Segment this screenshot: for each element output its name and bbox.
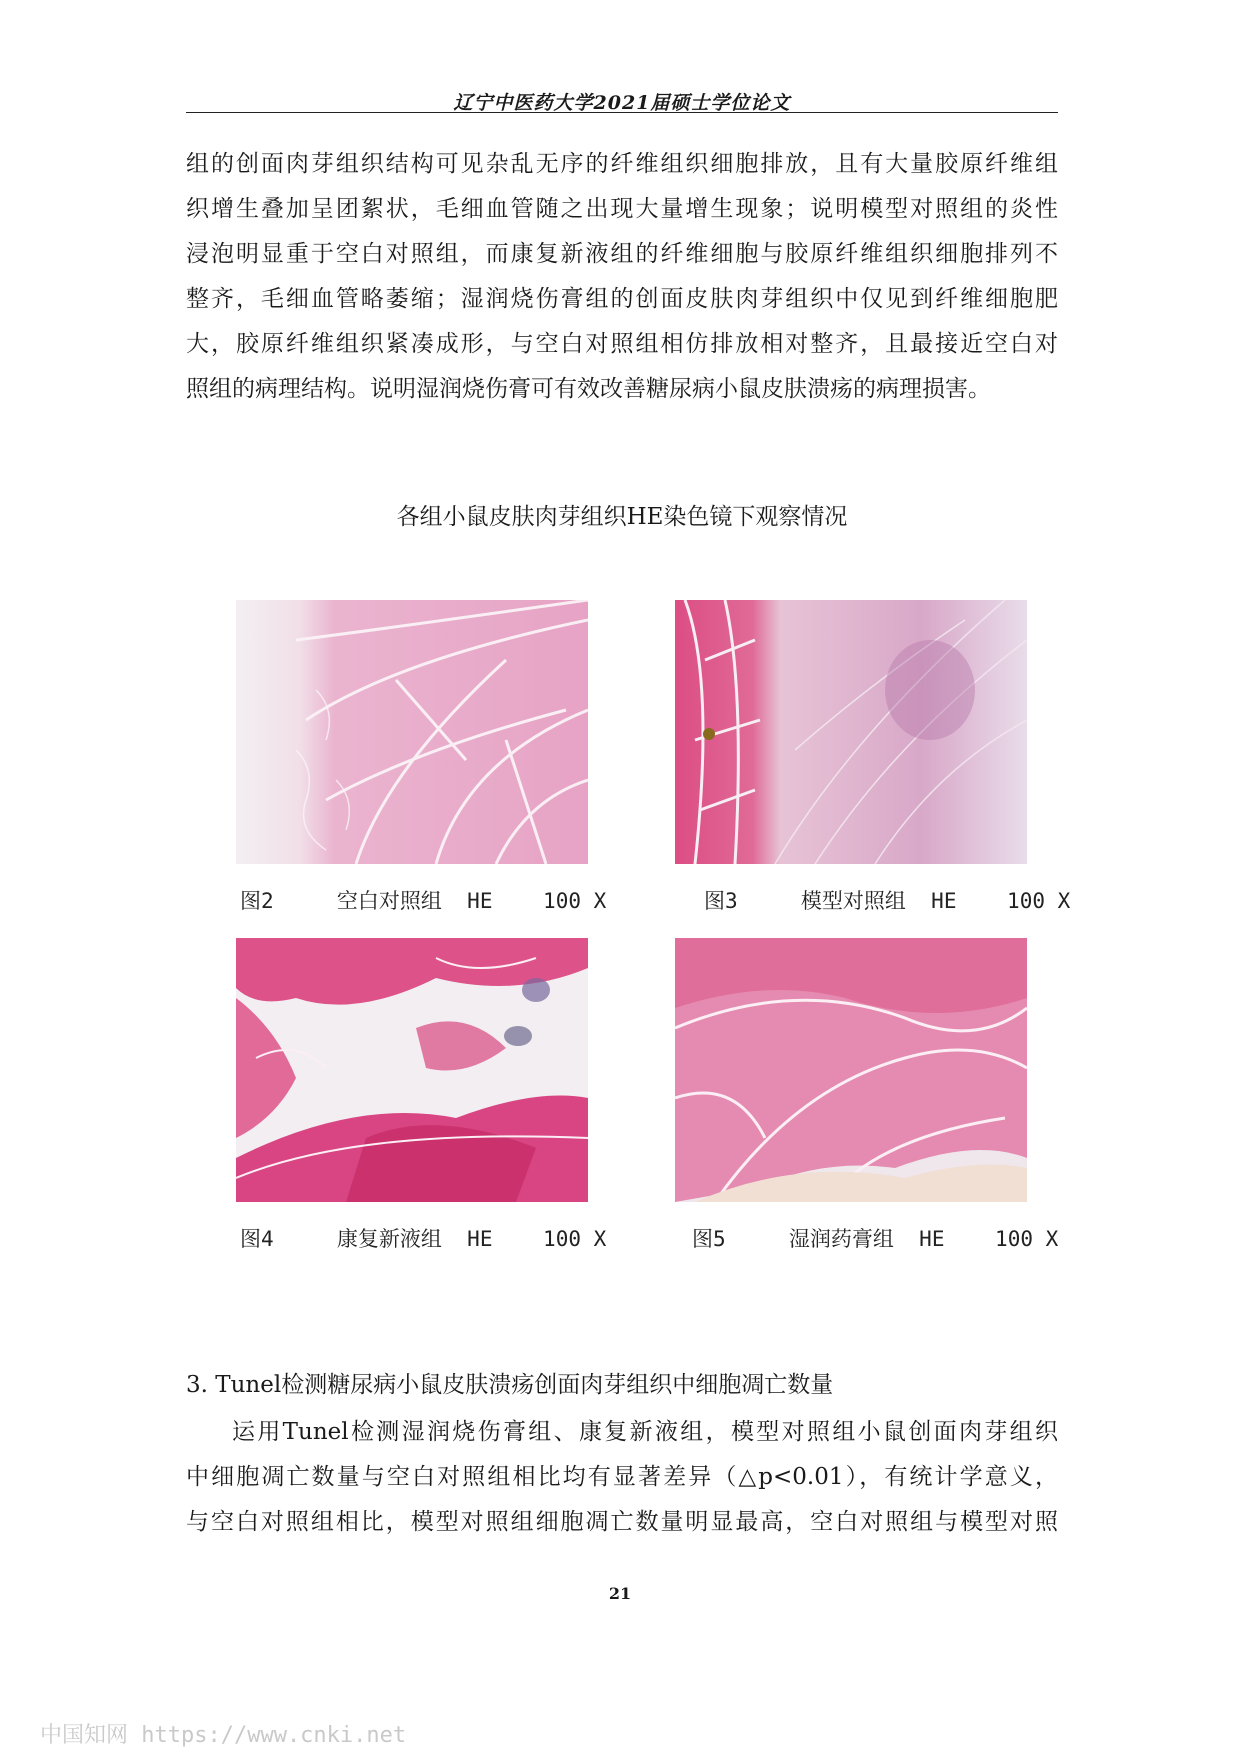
caption-magnification: 100 X — [995, 1227, 1059, 1251]
paragraph-2-line: 运用Tunel检测湿润烧伤膏组、康复新液组，模型对照组小鼠创面肉芽组织 — [232, 1419, 1058, 1445]
caption-number: 图5 — [692, 1227, 726, 1251]
paragraph-1-line: 织增生叠加呈团絮状，毛细血管随之出现大量增生现象；说明模型对照组的炎性 — [186, 196, 1058, 222]
caption-figure-2 — [240, 885, 606, 915]
caption-label: 模型对照组 — [800, 889, 906, 913]
caption-number: 图3 — [704, 889, 738, 913]
paragraph-1 — [186, 142, 1058, 412]
caption-label: 康复新液组 — [336, 1227, 442, 1251]
micrograph-model-control — [675, 600, 1027, 864]
micrograph-blank-control — [236, 600, 588, 864]
caption-label: 空白对照组 — [336, 889, 442, 913]
caption-stain: HE — [919, 1227, 945, 1251]
caption-label: 湿润药膏组 — [788, 1227, 894, 1251]
caption-figure-3 — [704, 885, 1070, 915]
cnki-watermark: 中国知网 https://www.cnki.net — [40, 1723, 407, 1748]
caption-number: 图2 — [240, 889, 274, 913]
paragraph-1-line: 浸泡明显重于空白对照组，而康复新液组的纤维细胞与胶原纤维组织细胞排列不 — [186, 241, 1058, 267]
caption-magnification: 100 X — [1007, 889, 1071, 913]
caption-stain: HE — [467, 889, 493, 913]
micrograph-kangfuxin-group — [236, 938, 588, 1202]
figure-title: 各组小鼠皮肤肉芽组织HE染色镜下观察情况 — [396, 504, 848, 530]
caption-magnification: 100 X — [543, 889, 607, 913]
paragraph-1-line: 组的创面肉芽组织结构可见杂乱无序的纤维组织细胞排放，且有大量胶原纤维组 — [186, 151, 1058, 177]
micrograph-moist-ointment-group — [675, 938, 1027, 1202]
running-header: 辽宁中医药大学2021届硕士学位论文 — [453, 92, 791, 114]
caption-magnification: 100 X — [543, 1227, 607, 1251]
paragraph-1-line: 大，胶原纤维组织紧凑成形，与空白对照组相仿排放相对整齐，且最接近空白对 — [186, 331, 1058, 357]
caption-figure-4 — [240, 1223, 606, 1253]
paragraph-1-line: 整齐，毛细血管略萎缩；湿润烧伤膏组的创面皮肤肉芽组织中仅见到纤维细胞肥 — [186, 286, 1058, 312]
page-number: 21 — [608, 1584, 632, 1603]
section-heading: 3. Tunel检测糖尿病小鼠皮肤溃疡创面肉芽组织中细胞凋亡数量 — [186, 1372, 834, 1398]
caption-stain: HE — [467, 1227, 493, 1251]
caption-number: 图4 — [240, 1227, 274, 1251]
paragraph-2-line: 中细胞凋亡数量与空白对照组相比均有显著差异（△p<0.01），有统计学意义， — [186, 1464, 1058, 1490]
caption-figure-5 — [692, 1223, 1058, 1253]
paragraph-2-line: 与空白对照组相比，模型对照组细胞凋亡数量明显最高，空白对照组与模型对照 — [186, 1509, 1058, 1535]
header-rule — [186, 112, 1058, 113]
paragraph-2 — [186, 1410, 1058, 1545]
paragraph-1-line: 照组的病理结构。说明湿润烧伤膏可有效改善糖尿病小鼠皮肤溃疡的病理损害。 — [186, 376, 991, 402]
caption-stain: HE — [931, 889, 957, 913]
